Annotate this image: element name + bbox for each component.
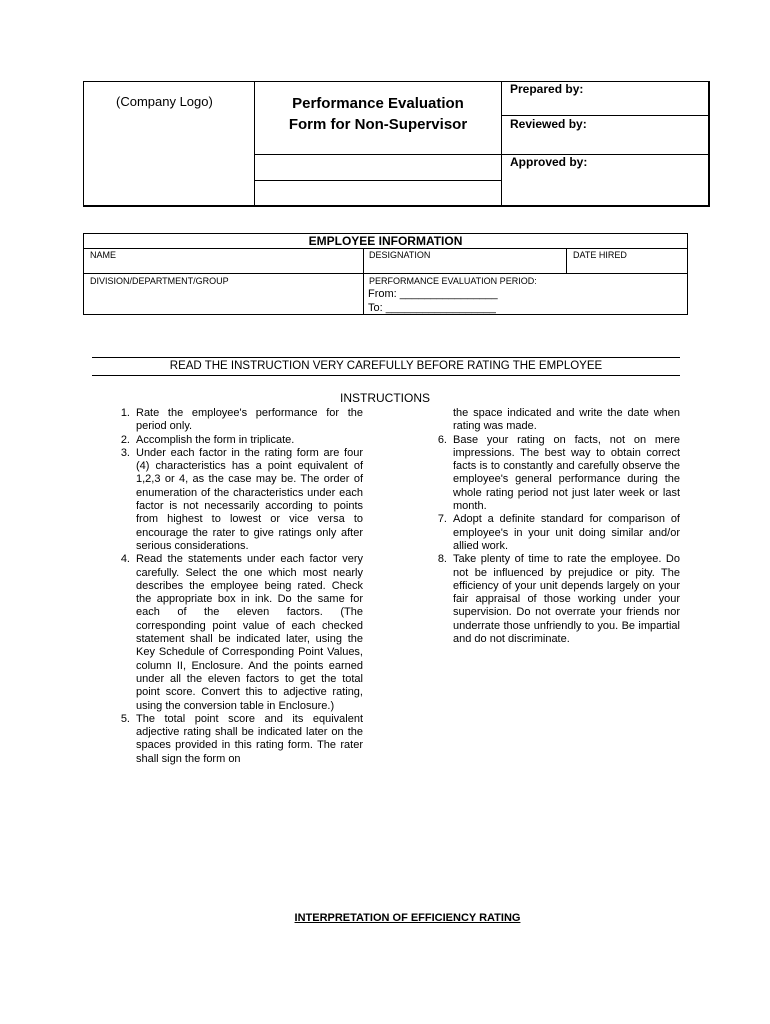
company-logo-placeholder: (Company Logo)	[116, 94, 213, 109]
evaluation-period-label: PERFORMANCE EVALUATION PERIOD:	[369, 276, 537, 286]
reviewed-by-label: Reviewed by:	[510, 117, 587, 131]
header-rule-2	[254, 154, 710, 155]
item-number: 7.	[437, 513, 447, 526]
employee-info-title: EMPLOYEE INFORMATION	[308, 234, 463, 248]
period-to-field[interactable]: To: __________________	[368, 302, 496, 314]
prepared-by-label: Prepared by:	[510, 82, 584, 96]
header-rule-3	[254, 180, 502, 181]
item-number: 4.	[120, 553, 130, 566]
list-item	[110, 447, 363, 553]
division-label: DIVISION/DEPARTMENT/GROUP	[90, 276, 229, 286]
item-text: Take plenty of time to rate the employee. Do not be influenced by prejudice or pity. The efficiency of your unit depends largely on your fair appraisal of those working under your supervision. Do not overrate your friends nor underrate those unfriendly to you. Be impartial and do not discriminate.	[453, 553, 680, 646]
item-number: 8.	[437, 553, 447, 566]
page-title	[256, 93, 500, 135]
title-line-1: Performance Evaluation	[292, 95, 464, 112]
designation-label: DESIGNATION	[369, 250, 431, 260]
item-text: Rate the employee's performance for the period only.	[136, 407, 363, 433]
approved-by-label: Approved by:	[510, 155, 588, 169]
item-number: 2.	[120, 433, 130, 446]
list-item	[427, 553, 680, 646]
list-item	[110, 553, 363, 713]
list-item	[110, 407, 363, 434]
item-number: 6.	[437, 433, 447, 446]
date-hired-label: DATE HIRED	[573, 250, 627, 260]
name-label: NAME	[90, 250, 117, 260]
period-from-field[interactable]: From: ________________	[368, 288, 498, 300]
instructions-heading: INSTRUCTIONS	[340, 391, 430, 405]
list-item	[427, 434, 680, 514]
item-text: Accomplish the form in triplicate.	[136, 433, 295, 446]
title-line-2: Form for Non-Supervisor	[288, 116, 468, 133]
item-text: Base your rating on facts, not on mere impressions. The best way to obtain correct facts is to constantly and carefully observe the employee's general performance during the whole rating period not just later week or last month.	[453, 433, 680, 513]
item-text: the space indicated and write the date when rating was made.	[453, 407, 680, 433]
emp-rule-2	[83, 273, 688, 274]
instruction-banner: READ THE INSTRUCTION VERY CAREFULLY BEFORE RATING THE EMPLOYEE	[92, 357, 680, 376]
item-text: Under each factor in the rating form are four (4) characteristics has a point equivalent of 1,2,3 or 4, as the case may be. The order of enumeration of the characteristics under each factor is not necessarily according to points from highest to lowest or vice versa to encourage the rater to give ratings only after serious considerations.	[136, 446, 363, 552]
item-number: 1.	[120, 407, 130, 419]
interpretation-heading: INTERPRETATION OF EFFICIENCY RATING	[294, 912, 521, 924]
list-item	[427, 513, 680, 553]
emp-divider-2	[566, 248, 567, 274]
header-divider-2	[501, 81, 502, 207]
header-rule-4	[254, 205, 502, 207]
header-rule-1	[501, 115, 710, 116]
item-text: The total point score and its equivalent adjective rating shall be indicated later on the spaces provided in this rating form. The rater shall sign the form on	[136, 712, 363, 765]
list-item	[110, 713, 363, 766]
emp-divider-1	[363, 248, 364, 315]
item-number: 3.	[120, 446, 130, 459]
item-text: Read the statements under each factor very carefully. Select the one which most nearly describes the employee being rated. Check the appropriate box in ink. Do the same for each of the eleven factors. (The corresponding point value of each checked statement shall be indicated later, using the Key Schedule of Corresponding Point Values, column II, Enclosure. And the points earned under all the eleven factors to get the total point score. Convert this to adjective rating, using the conversion table in Enclosure.)	[136, 553, 363, 712]
item-text: Adopt a definite standard for comparison of employee's in your unit doing similar and/or allied work.	[453, 513, 680, 552]
list-item-continuation	[427, 407, 680, 434]
list-item	[110, 434, 363, 447]
emp-rule-1	[83, 248, 688, 249]
header-divider-1	[254, 81, 255, 207]
instructions-right-column	[427, 407, 680, 646]
item-number: 5.	[120, 712, 130, 725]
instructions-left-column	[110, 407, 363, 766]
